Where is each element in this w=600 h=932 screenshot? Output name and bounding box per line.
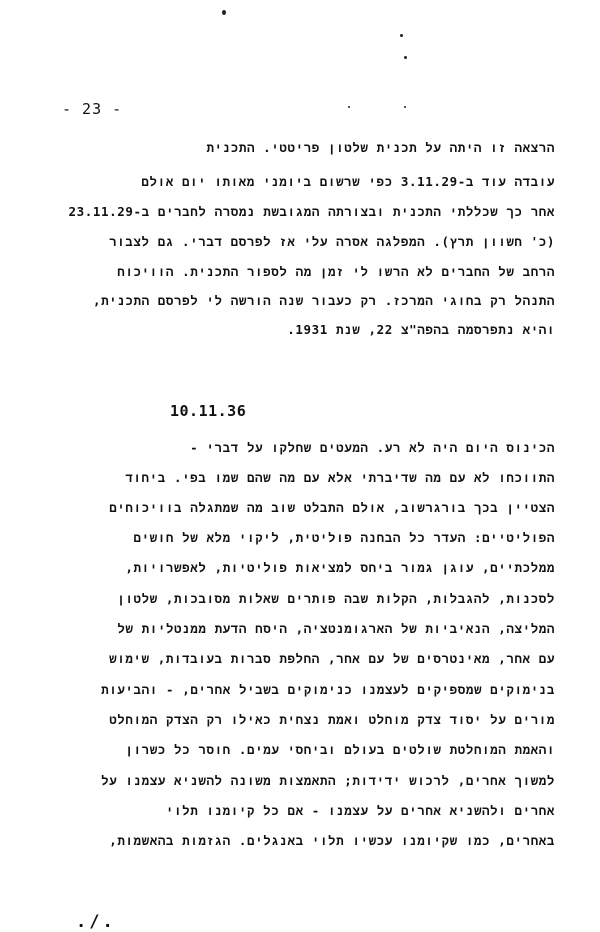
- text-line: והאמת המוחלטת שולטים בעולם וביחסי עמים. חוסר כל כשרון: [125, 742, 555, 757]
- scan-speck: [348, 106, 350, 108]
- text-line: באחרים, כמו שקיומנו עכשיו תלוי באנגלים. הגזמות בהאשמות,: [109, 833, 555, 848]
- text-line: הפוליטיים: העדר כל הבחנה פוליטית, ליקוי מלא של חושים: [133, 530, 555, 545]
- text-line: התווכחו לא עם מה שדיברתי אלא עם מה שהם שמו בפי. ביחוד: [125, 470, 555, 485]
- page-number: - 23 -: [62, 100, 123, 118]
- text-line: עובדה עוד ב-3.11.29 כפי שרשום ביומני מאותו יום אולם: [141, 174, 555, 189]
- continuation-mark: ./.: [76, 912, 116, 932]
- text-line: הכינוס היום היה לא רע. המעטים שחלקו על דברי -: [190, 440, 555, 455]
- text-line: והיא נתפרסמה בהפה"צ 22, שנת 1931.: [287, 322, 555, 337]
- scan-speck: [222, 10, 226, 15]
- text-line: הרצאה זו היתה על תכנית שלטון פריטטי. התכנית: [206, 140, 555, 155]
- scan-speck: [400, 34, 403, 37]
- text-line: מורים על יסוד צדק מוחלט ואמת נצחית כאילו רק הצדק המוחלט: [109, 712, 555, 727]
- text-line: בנימוקים שמספיקים לעצמנו כנימוקים בשביל אחרים, - והביעות: [101, 682, 555, 697]
- scan-speck: [404, 106, 406, 108]
- text-line: (כ' חשוון תרץ). המפלגה אסרה עלי אז לפרסם דברי. גם לצבור: [109, 234, 555, 249]
- scan-speck: [404, 56, 407, 59]
- text-line: הרחב של החברים לא הרשו לי זמן מה לספור התכנית. הוויכוח: [117, 264, 555, 279]
- text-line: ממלכתיים, עוגן גמור ביחס למציאות פוליטיות, לאפשרויות,: [125, 560, 555, 575]
- text-line: עם אחר, מאינטרסים של עם אחר, החלפת סברות בעובדות, שימוש: [109, 651, 555, 666]
- text-line: לסכנות, להגבלות, הקלות שבה פותרים שאלות מסובכות, שלטון: [117, 591, 555, 606]
- text-line: הצטיין בכך בורגרשוב, אולם התבלט שוב מה שמתגלה בוויכוחים: [109, 500, 555, 515]
- text-line: התנהל רק בחוגי המרכז. רק כעבור שנה הורשה לי לפרסם התכנית,: [92, 293, 555, 308]
- text-line: למשוך אחרים, לרכוש ידידות; התאמצות משונה להשניא עצמנו על: [101, 773, 555, 788]
- text-line: אחר כך שכללתי התכנית ובצורתה המגובשת נמסרה לחברים ב-23.11.29: [68, 204, 555, 219]
- text-line: המליצה, הנאיביות של הארגומנטציה, היסח הדעת ממנטליות של: [117, 621, 555, 636]
- entry-date: 10.11.36: [170, 402, 247, 420]
- text-line: אחרים ולהשניא אחרים על עצמנו - אם כל קיומנו תלוי: [165, 803, 555, 818]
